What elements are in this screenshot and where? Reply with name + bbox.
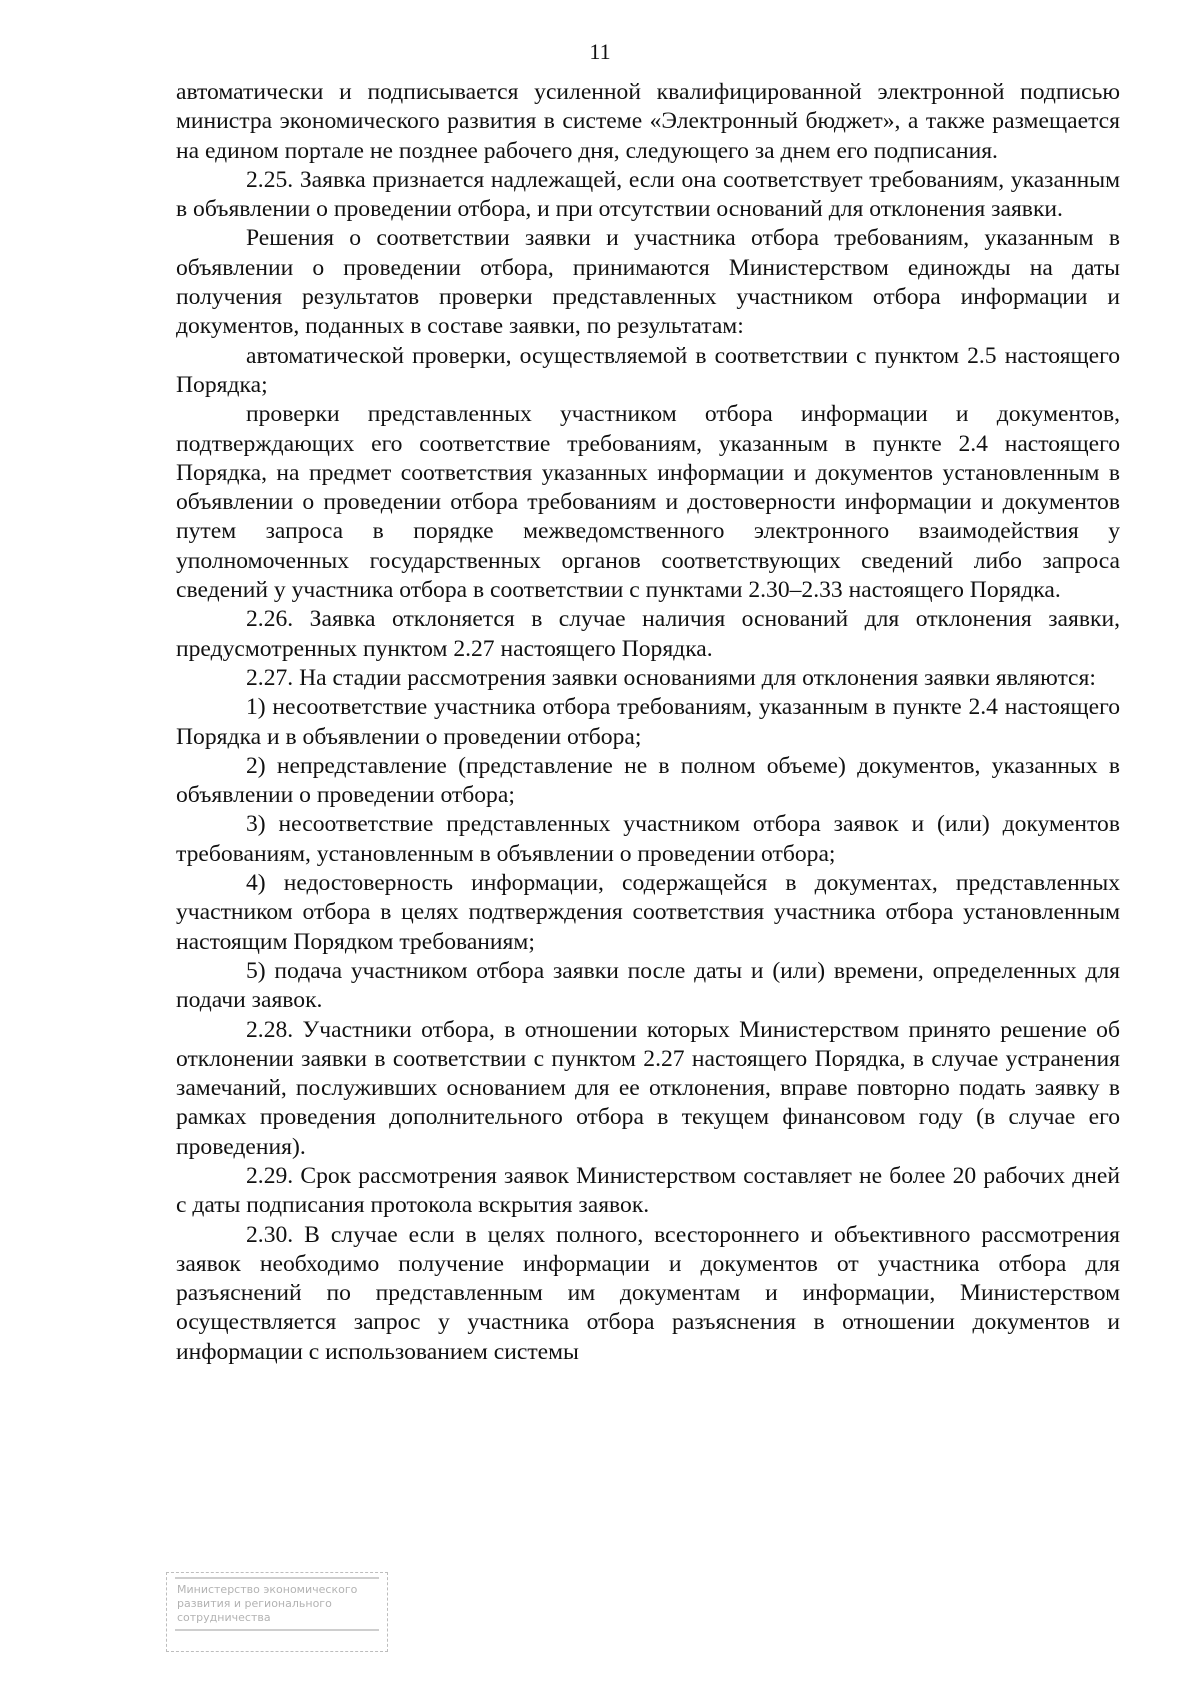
stamp-rule bbox=[175, 1629, 379, 1631]
page-number: 11 bbox=[589, 39, 611, 64]
paragraph-2-28: 2.28. Участники отбора, в отношении которых Министерством принято решение об отклонении заявки в соответствии с пунктом 2.27 настоящего Порядка, в случае устранения замечаний, послуживших основанием для ее отклонения, вправе повторно подать заявку в рамках проведения дополнительного отбора в текущем финансовом году (в случае его проведения). bbox=[176, 1016, 1120, 1160]
stamp-rule bbox=[175, 1577, 379, 1579]
paragraph-2-26: 2.26. Заявка отклоняется в случае наличия оснований для отклонения заявки, предусмотренных пунктом 2.27 настоящего Порядка. bbox=[176, 606, 1120, 662]
paragraph-automatic-check: автоматической проверки, осуществляемой в соответствии с пунктом 2.5 настоящего Порядка; bbox=[176, 342, 1120, 398]
document-body bbox=[176, 78, 1120, 1367]
paragraph-2-30: 2.30. В случае если в целях полного, всестороннего и объективного рассмотрения заявок необходимо получение информации и документов от участника отбора для разъяснений по представленным им документам и информации, Министерством осуществляется запрос у участника отбора разъяснения в отношении документов и информации с использованием системы bbox=[176, 1221, 1120, 1365]
paragraph-2-27: 2.27. На стадии рассмотрения заявки основаниями для отклонения заявки являются: bbox=[246, 664, 1096, 691]
paragraph-decisions: Решения о соответствии заявки и участника отбора требованиям, указанным в объявлении о проведении отбора, принимаются Министерством единожды на даты получения результатов проверки представленных участником отбора информации и документов, поданных в составе заявки, по результатам: bbox=[176, 225, 1120, 340]
list-item-3: 3) несоответствие представленных участником отбора заявок и (или) документов требованиям, установленным в объявлении о проведении отбора; bbox=[176, 811, 1120, 867]
list-item-1: 1) несоответствие участника отбора требованиям, указанным в пункте 2.4 настоящего Порядка и в объявлении о проведении отбора; bbox=[176, 694, 1120, 750]
paragraph-continuation: автоматически и подписывается усиленной квалифицированной электронной подписью министра экономического развития в системе «Электронный бюджет», а также размещается на едином портале не позднее рабочего дня, следующего за днем его подписания. bbox=[176, 79, 1120, 164]
paragraph-document-check: проверки представленных участником отбора информации и документов, подтверждающих его соответствие требованиям, указанным в пункте 2.4 настоящего Порядка, на предмет соответствия указанных информации и документов установленным в объявлении о проведении отбора требованиям и достоверности информации и документов путем запроса в порядке межведомственного электронного взаимодействия у уполномоченных государственных органов соответствующих сведений либо запроса сведений у участника отбора в соответствии с пунктами 2.30–2.33 настоящего Порядка. bbox=[176, 401, 1120, 604]
stamp-line-3: сотрудничества bbox=[177, 1611, 271, 1624]
faded-stamp bbox=[166, 1572, 388, 1652]
list-item-2: 2) непредставление (представление не в полном объеме) документов, указанных в объявлении о проведении отбора; bbox=[176, 752, 1120, 809]
paragraph-2-29: 2.29. Срок рассмотрения заявок Министерством составляет не более 20 рабочих дней с даты подписания протокола вскрытия заявок. bbox=[176, 1162, 1120, 1219]
list-item-5: 5) подача участником отбора заявки после даты и (или) времени, определенных для подачи заявок. bbox=[176, 957, 1120, 1014]
paragraph-2-25: 2.25. Заявка признается надлежащей, если она соответствует требованиям, указанным в объявлении о проведении отбора, и при отсутствии оснований для отклонения заявки. bbox=[176, 166, 1120, 223]
stamp-line-2: развития и регионального bbox=[177, 1597, 332, 1610]
list-item-4: 4) недостоверность информации, содержащейся в документах, представленных участником отбора в целях подтверждения соответствия участника отбора установленным настоящим Порядком требованиям; bbox=[176, 870, 1120, 955]
stamp-line-1: Министерство экономического bbox=[177, 1583, 358, 1596]
